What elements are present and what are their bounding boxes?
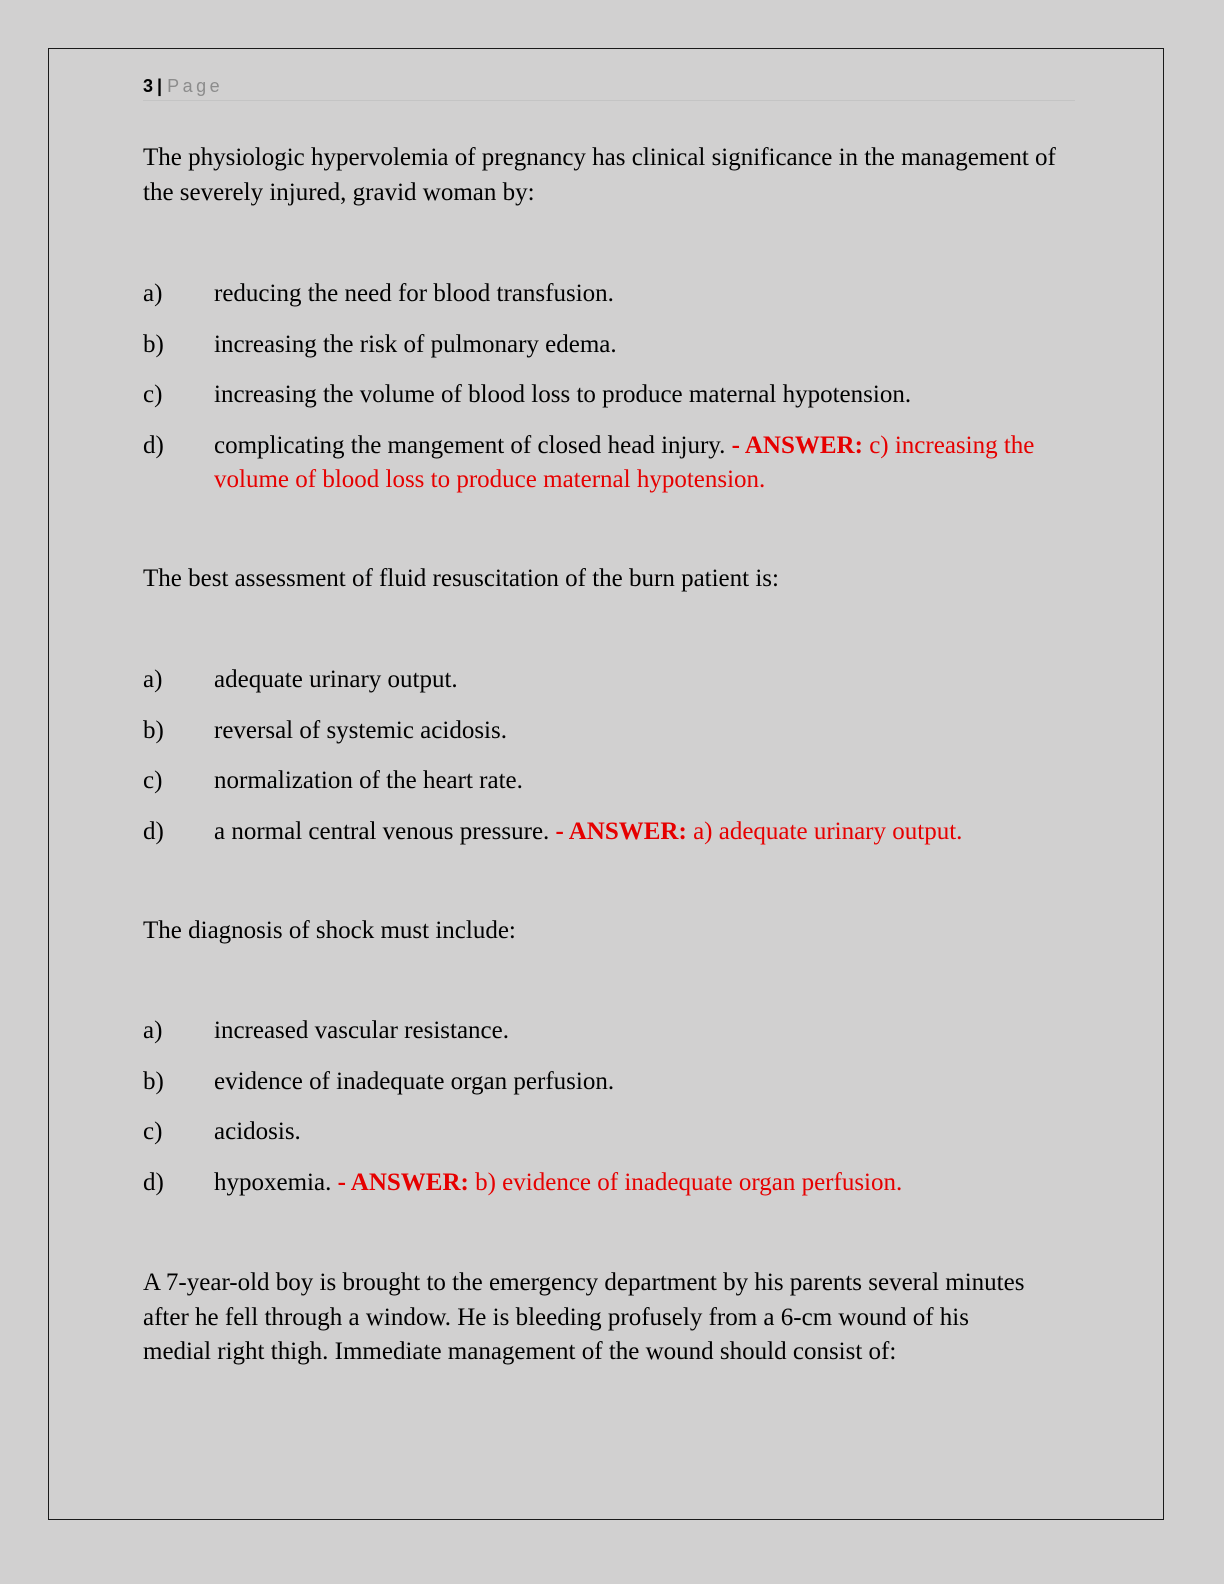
option-letter: d)	[143, 1168, 164, 1196]
question-3-options	[143, 1014, 1063, 1200]
question-2-options	[143, 663, 1063, 849]
question-1-options	[143, 277, 1063, 498]
option-text: increased vascular resistance.	[214, 1017, 509, 1044]
option-d	[143, 815, 1063, 850]
question-stem: The best assessment of fluid resuscitation of the burn patient is:	[143, 565, 779, 592]
option-d	[143, 429, 1063, 498]
option-text: hypoxemia.	[214, 1168, 332, 1196]
option-letter: a)	[143, 1017, 163, 1044]
question-1	[143, 141, 1063, 210]
option-text: evidence of inadequate organ perfusion.	[214, 1067, 615, 1095]
option-text: adequate urinary output.	[214, 666, 458, 693]
option-letter: a)	[143, 280, 163, 307]
option-letter: b)	[143, 1067, 164, 1095]
answer-text: b) evidence of inadequate organ perfusion.	[475, 1168, 903, 1196]
option-text: reversal of systemic acidosis.	[214, 716, 507, 744]
option-a	[143, 663, 1063, 698]
option-letter: d)	[143, 431, 164, 459]
option-a	[143, 1014, 1063, 1049]
option-b	[143, 1065, 1063, 1100]
option-text: complicating the mangement of closed head injury.	[214, 431, 726, 459]
option-a	[143, 277, 1063, 312]
page-label: Page	[167, 76, 224, 96]
question-3	[143, 914, 1063, 949]
answer-label: - ANSWER:	[555, 817, 687, 845]
question-stem: The diagnosis of shock must include:	[143, 917, 516, 944]
page-header	[143, 74, 1075, 101]
question-stem: A 7-year-old boy is brought to the emergency department by his parents several minutes after he fell through a window. He is bleeding profusely from a 6-cm wound of his medial right thigh. Immediate management of the wound should consist of:	[143, 1269, 1025, 1365]
option-text: increasing the risk of pulmonary edema.	[214, 330, 617, 358]
question-stem: The physiologic hypervolemia of pregnancy has clinical significance in the management of the severely injured, gravid woman by:	[143, 144, 1056, 206]
option-letter: b)	[143, 330, 164, 358]
option-b	[143, 328, 1063, 363]
option-letter: b)	[143, 716, 164, 744]
page-number: 3	[143, 76, 154, 96]
answer-text: a) adequate urinary output.	[693, 817, 963, 845]
option-b	[143, 714, 1063, 749]
page-separator: |	[157, 76, 163, 96]
option-letter: c)	[143, 1118, 163, 1145]
option-text: normalization of the heart rate.	[214, 767, 523, 794]
answer-label: - ANSWER:	[731, 431, 863, 459]
option-letter: c)	[143, 381, 163, 408]
option-text: acidosis.	[214, 1118, 301, 1145]
option-c	[143, 764, 1063, 799]
option-letter: c)	[143, 767, 163, 794]
option-letter: d)	[143, 817, 164, 845]
option-text: a normal central venous pressure.	[214, 817, 550, 845]
option-c	[143, 1115, 1063, 1150]
answer-text: c) increasing the volume of blood loss to produce maternal hypotension.	[214, 431, 1035, 493]
question-4	[143, 1266, 1043, 1370]
question-2	[143, 562, 1063, 597]
answer-label: - ANSWER:	[337, 1168, 469, 1196]
option-letter: a)	[143, 666, 163, 693]
option-c	[143, 378, 1063, 413]
option-text: reducing the need for blood transfusion.	[214, 280, 614, 307]
option-d	[143, 1166, 1063, 1201]
option-text: increasing the volume of blood loss to produce maternal hypotension.	[214, 381, 912, 408]
